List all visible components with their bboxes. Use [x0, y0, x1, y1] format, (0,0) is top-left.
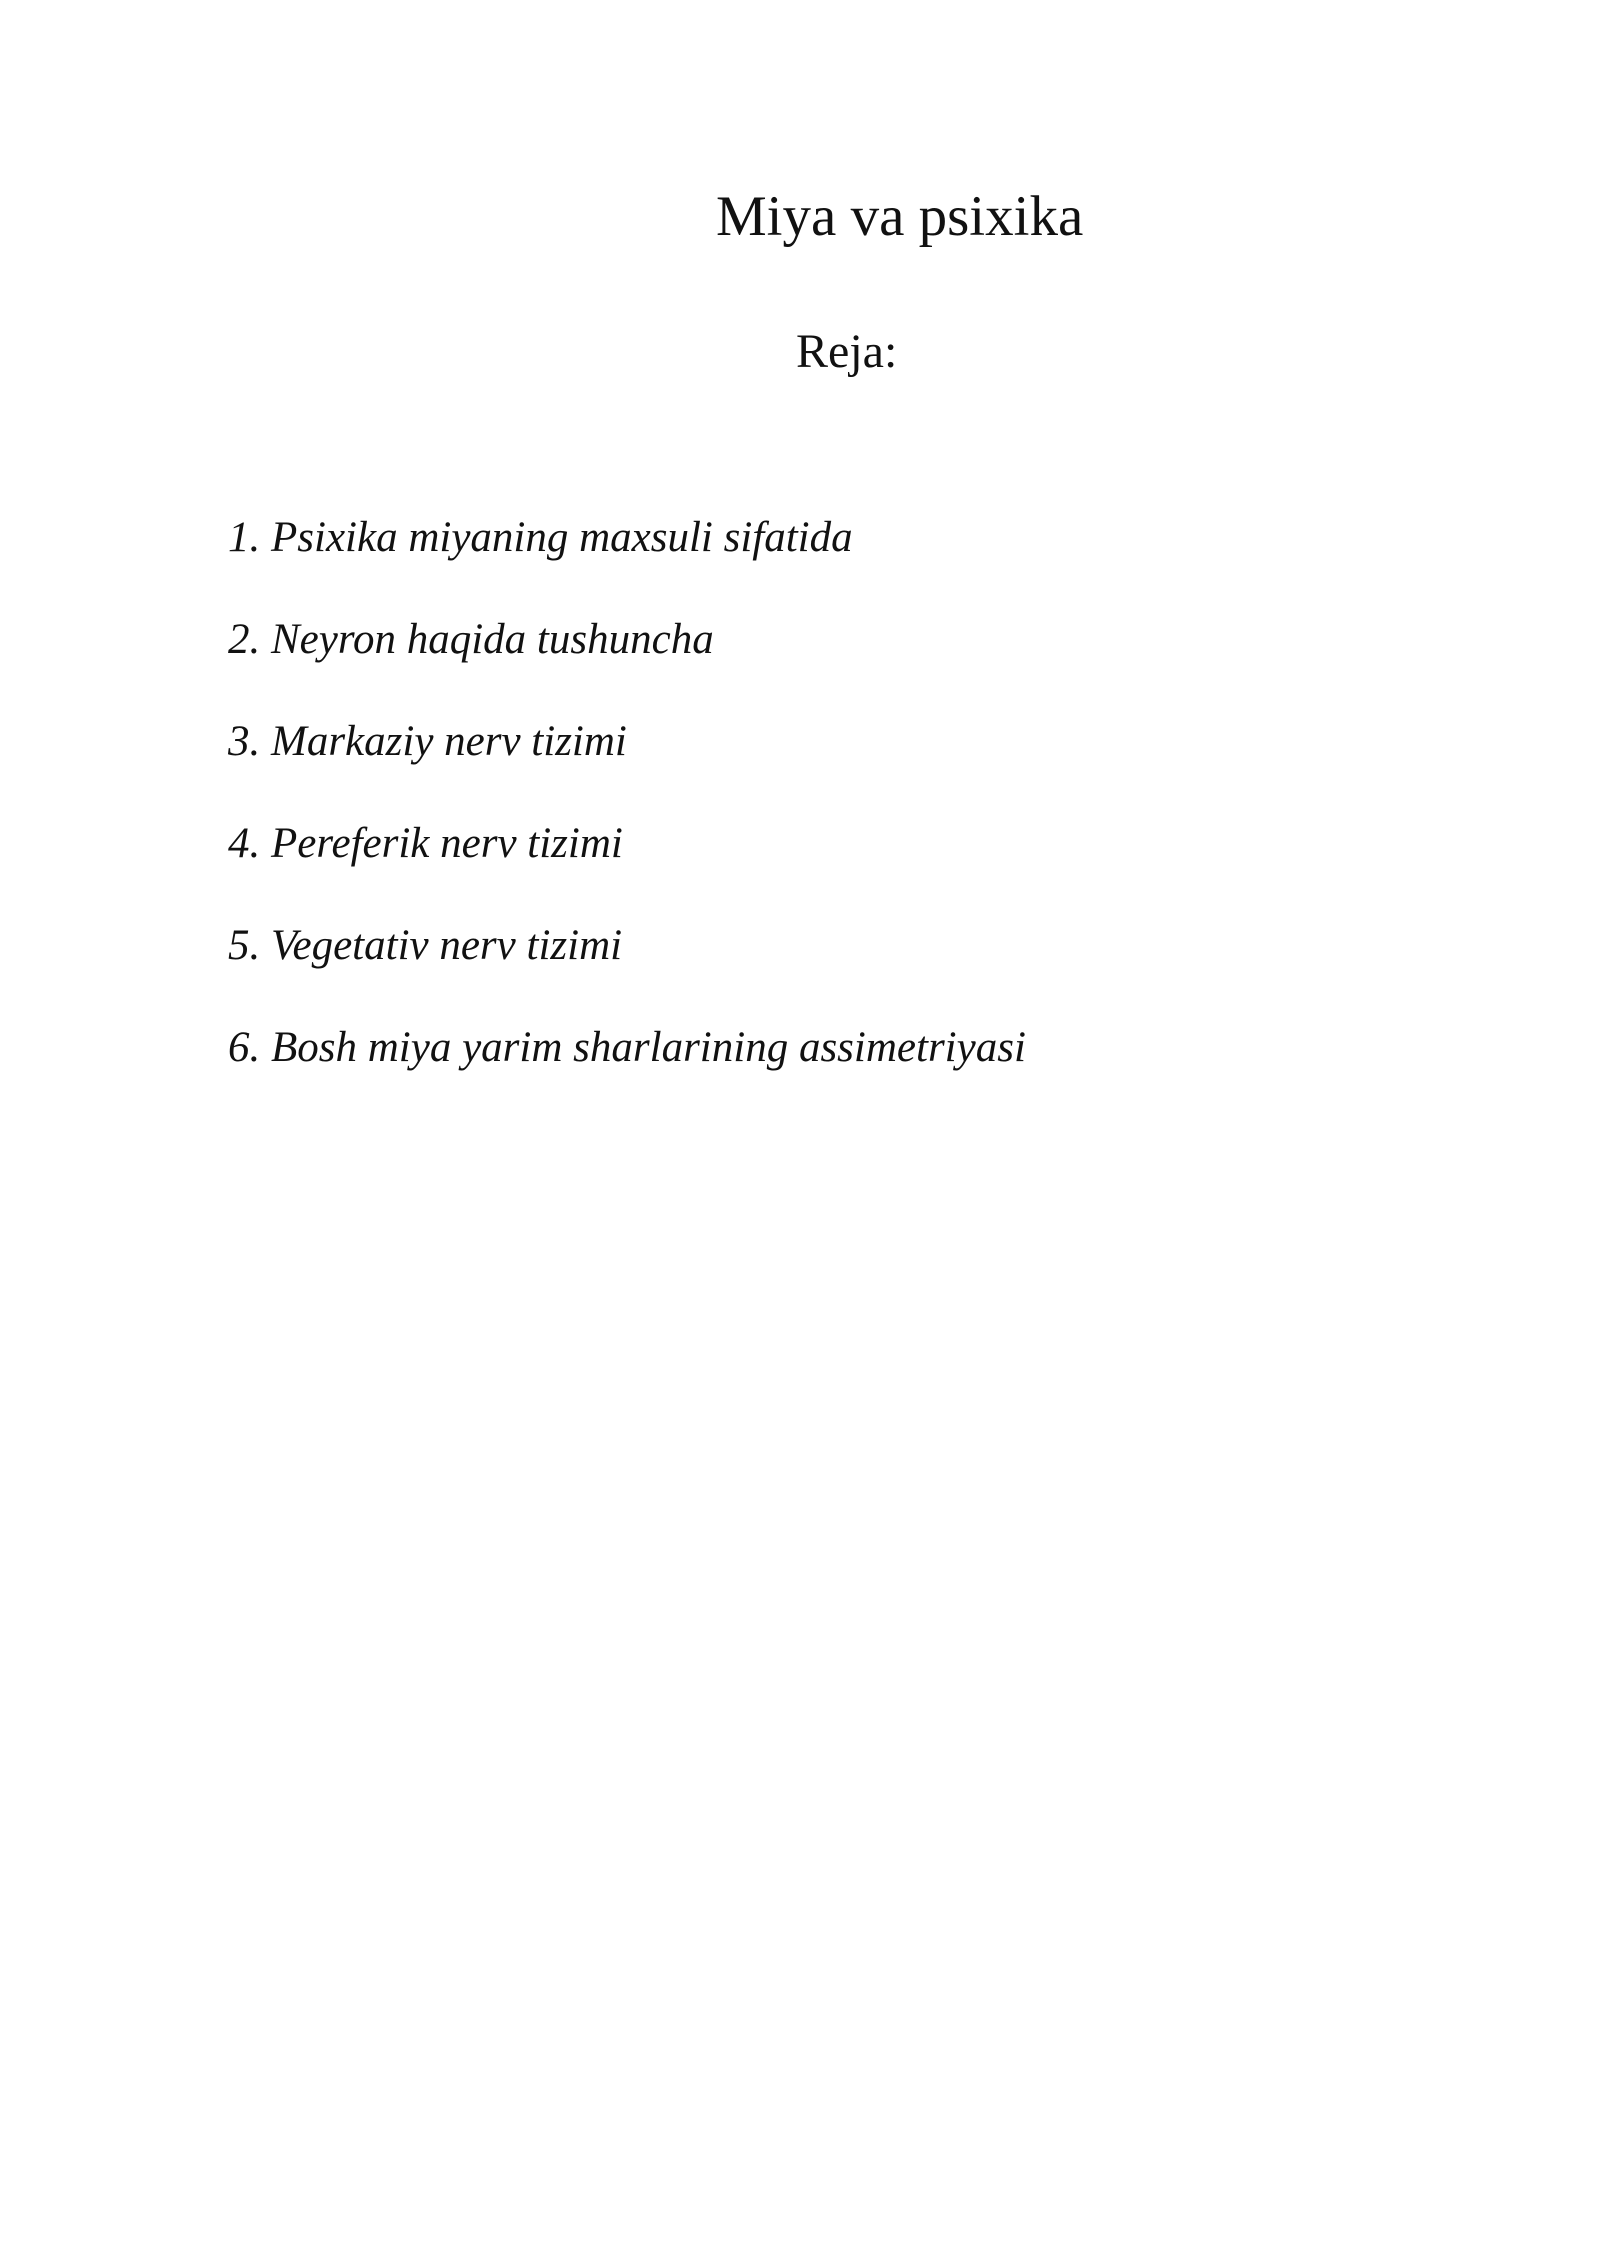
plan-item-6: 6. Bosh miya yarim sharlarining assimetriyasi [228, 1024, 1026, 1071]
plan-item-5: 5. Vegetativ nerv tizimi [228, 922, 623, 969]
plan-list [228, 516, 1026, 1128]
plan-item-2: 2. Neyron haqida tushuncha [228, 616, 714, 663]
plan-item-1: 1. Psixika miyaning maxsuli sifatida [228, 514, 853, 561]
page-title: Miya va psixika [716, 185, 1084, 248]
plan-heading: Reja: [796, 325, 898, 378]
plan-item-4: 4. Pereferik nerv tizimi [228, 820, 623, 867]
plan-item-3: 3. Markaziy nerv tizimi [228, 718, 627, 765]
